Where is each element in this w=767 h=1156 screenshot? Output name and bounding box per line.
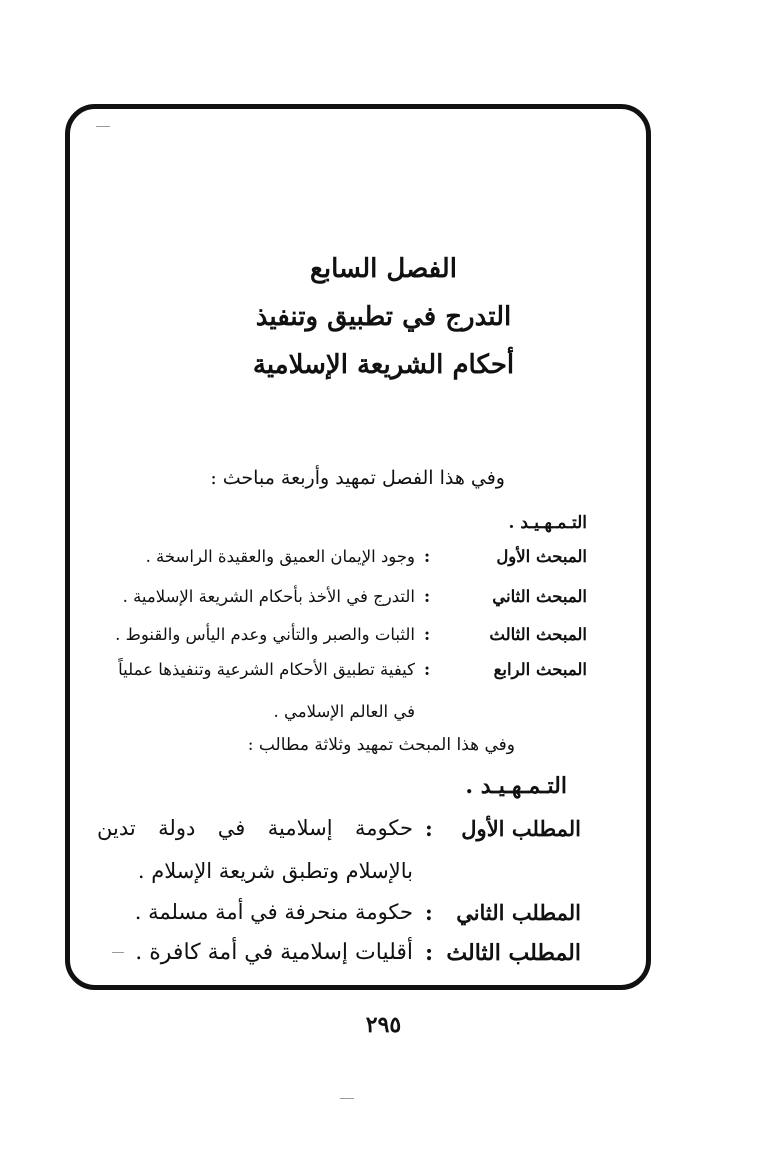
matlab-text: أقليات إسلامية في أمة كافرة . — [135, 940, 413, 965]
chapter-title-line1: التدرج في تطبيق وتنفيذ — [255, 302, 512, 332]
matlab-label: المطلب الثاني — [456, 900, 581, 925]
mabhath-label: المبحث الثاني — [492, 587, 587, 606]
mabhath-text-continued: في العالم الإسلامي . — [273, 702, 415, 721]
mabhath-separator: : — [424, 660, 431, 679]
chapter-intro: وفي هذا الفصل تمهيد وأربعة مباحث : — [210, 467, 505, 489]
mabhath-text: الثبات والصبر والتأني وعدم اليأس والقنوط . — [115, 625, 415, 644]
mabhath-text: كيفية تطبيق الأحكام الشرعية وتنفيذها عملياً — [118, 660, 415, 679]
matlab-text: حكومة منحرفة في أمة مسلمة . — [134, 900, 413, 924]
matlab-text: حكومة إسلامية في دولة تدين — [97, 816, 413, 840]
scan-mark — [340, 1098, 354, 1099]
chapter-title-line2: أحكام الشريعة الإسلامية — [252, 350, 515, 380]
section-intro: وفي هذا المبحث تمهيد وثلاثة مطالب : — [247, 735, 515, 755]
mabhath-label: المبحث الأول — [496, 547, 587, 566]
matlab-label: المطلب الثالث — [446, 940, 581, 966]
chapter-tamheed: التـمـهـيـد . — [508, 513, 587, 533]
chapter-number: الفصل السابع — [310, 254, 457, 284]
mabhath-text: التدرج في الأخذ بأحكام الشريعة الإسلامية . — [122, 587, 415, 606]
section-tamheed: التـمـهـيـد . — [465, 773, 567, 799]
matlab-separator: : — [425, 900, 433, 925]
scan-mark — [112, 952, 124, 953]
mabhath-label: المبحث الثالث — [489, 625, 587, 644]
mabhath-label: المبحث الرابع — [493, 660, 587, 679]
matlab-text-continued: بالإسلام وتطبق شريعة الإسلام . — [137, 859, 413, 883]
scan-mark — [96, 126, 110, 127]
matlab-label: المطلب الأول — [461, 816, 581, 841]
matlab-separator: : — [425, 940, 434, 966]
matlab-separator: : — [425, 816, 433, 841]
mabhath-separator: : — [424, 547, 431, 566]
page-number: ٢٩٥ — [365, 1012, 402, 1038]
mabhath-separator: : — [424, 625, 431, 644]
mabhath-text: وجود الإيمان العميق والعقيدة الراسخة . — [145, 547, 415, 566]
mabhath-separator: : — [424, 587, 431, 606]
